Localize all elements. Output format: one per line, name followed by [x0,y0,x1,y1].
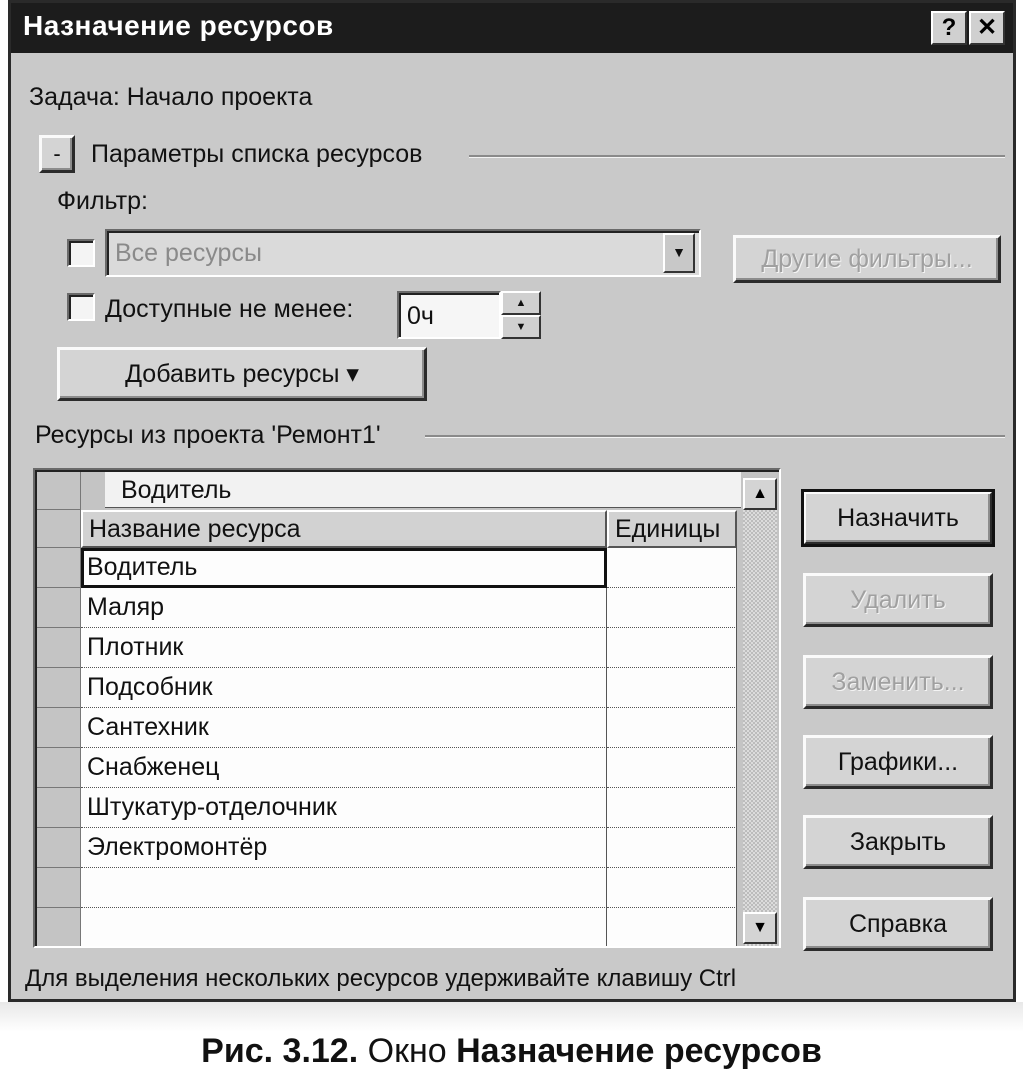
table-row-name[interactable]: Штукатур-отделочник [81,788,607,828]
scroll-up-icon[interactable]: ▲ [743,478,777,510]
status-text: Для выделения нескольких ресурсов удерживайте клавишу Ctrl [25,965,737,992]
column-header-units[interactable]: Единицы [607,510,737,548]
row-header[interactable] [37,668,81,708]
table-row-units[interactable] [607,548,737,588]
collapse-options-button[interactable] [39,135,75,173]
table-row-units[interactable] [607,628,737,668]
table-row-units[interactable] [607,748,737,788]
replace-label: Заменить... [831,667,965,696]
caption-middle: Окно [358,1032,457,1070]
close-label: Закрыть [849,827,947,856]
available-hours-value: 0ч [407,302,434,330]
cell-edit-box[interactable] [105,472,741,508]
column-header-name[interactable]: Название ресурса [81,510,607,548]
close-button[interactable] [803,815,993,869]
row-header[interactable] [37,708,81,748]
add-resources-button[interactable] [57,347,427,401]
available-label: Доступные не менее: [105,295,354,323]
cell-edit-value: Водитель [121,476,232,504]
close-icon[interactable]: ✕ [969,11,1005,45]
table-row-units[interactable] [607,588,737,628]
remove-label: Удалить [850,585,946,614]
filter-dropdown-value: Все ресурсы [115,239,262,267]
row-header[interactable] [37,548,81,588]
table-row-name[interactable]: Водитель [81,548,607,588]
chevron-down-icon[interactable]: ▼ [663,233,695,273]
remove-button[interactable] [803,573,993,627]
replace-button[interactable] [803,655,993,709]
figure-caption [0,1032,1023,1071]
table-row-name[interactable]: Сантехник [81,708,607,748]
edit-row-header [37,472,81,510]
add-resources-label: Добавить ресурсы ▾ [125,360,359,388]
table-row-units[interactable] [607,868,737,908]
help-label: Справка [848,909,948,938]
filter-label: Фильтр: [57,187,148,215]
collapse-label: - [53,141,61,166]
table-row-name[interactable]: Плотник [81,628,607,668]
row-header[interactable] [37,628,81,668]
resources-group-divider [425,435,1005,438]
resources-grid[interactable] [33,468,781,948]
table-row-name[interactable] [81,908,607,948]
table-row-name[interactable] [81,868,607,908]
vertical-scrollbar[interactable] [743,478,777,946]
title-bar[interactable] [11,3,1013,53]
table-row-name[interactable]: Электромонтёр [81,828,607,868]
table-row-name[interactable]: Подсобник [81,668,607,708]
options-group-divider [469,155,1005,158]
graphs-button[interactable] [803,735,993,789]
row-header[interactable] [37,788,81,828]
spin-down-icon[interactable]: ▼ [501,315,541,339]
filter-dropdown[interactable] [105,229,701,277]
row-header[interactable] [37,908,81,948]
table-row-units[interactable] [607,788,737,828]
page-shadow [0,1002,1023,1032]
spin-up-icon[interactable]: ▲ [501,291,541,315]
row-header[interactable] [37,828,81,868]
more-filters-button[interactable] [733,235,1001,283]
task-label: Задача: Начало проекта [29,83,313,111]
table-row-name[interactable]: Снабженец [81,748,607,788]
caption-name: Назначение ресурсов [456,1032,822,1070]
help-icon[interactable]: ? [931,11,967,45]
corner-header [37,510,81,548]
row-header[interactable] [37,868,81,908]
assign-label: Назначить [837,503,959,532]
resources-group-title: Ресурсы из проекта 'Ремонт1' [35,421,381,449]
table-row-units[interactable] [607,708,737,748]
scroll-down-icon[interactable]: ▼ [743,912,777,944]
assign-resources-dialog [8,0,1016,1002]
assign-button[interactable] [803,491,993,545]
row-header[interactable] [37,588,81,628]
table-row-units[interactable] [607,668,737,708]
filter-checkbox[interactable] [67,239,95,267]
table-row-name[interactable]: Маляр [81,588,607,628]
graphs-label: Графики... [837,747,959,776]
caption-number: Рис. 3.12. [201,1032,359,1070]
window-title: Назначение ресурсов [23,10,334,41]
row-header[interactable] [37,748,81,788]
options-group-title: Параметры списка ресурсов [91,140,423,168]
table-row-units[interactable] [607,908,737,948]
available-checkbox[interactable] [67,293,95,321]
help-button[interactable] [803,897,993,951]
available-hours-input[interactable] [397,291,501,339]
more-filters-label: Другие фильтры... [761,244,973,273]
table-row-units[interactable] [607,828,737,868]
